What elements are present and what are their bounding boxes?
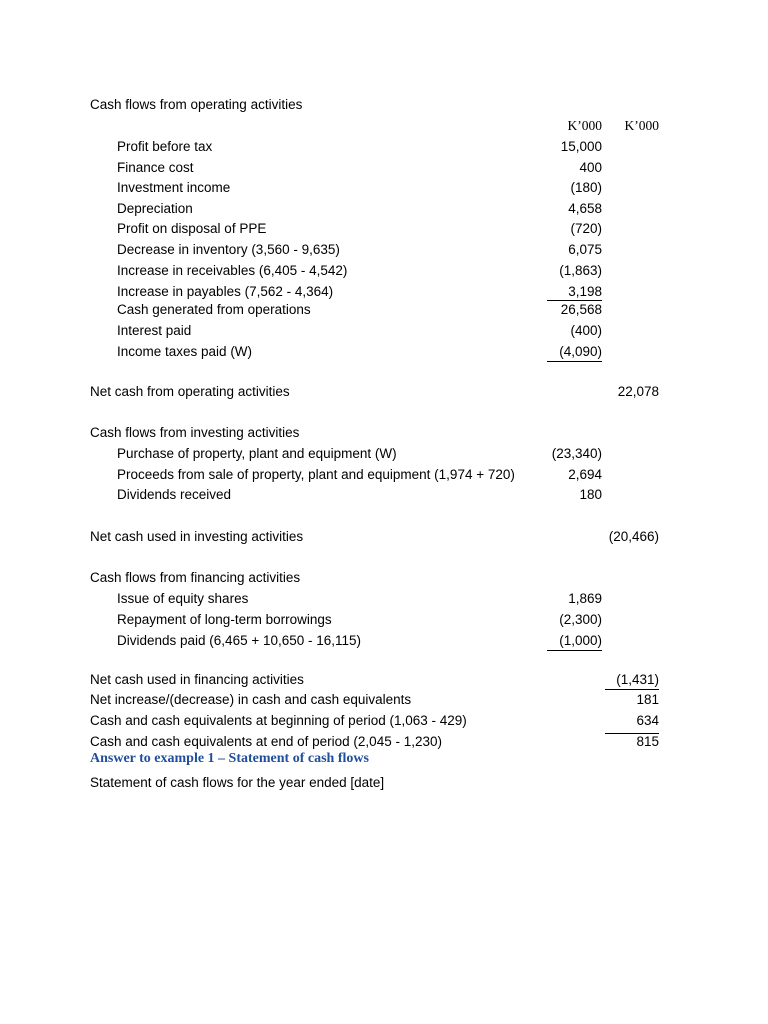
line-item [0, 444, 768, 464]
col2-header: K’000 [624, 118, 659, 133]
line-item [0, 300, 768, 320]
financing-heading-row [0, 568, 768, 588]
line-item-value: 400 [579, 160, 602, 175]
investing-heading: Cash flows from investing activities [90, 425, 300, 440]
net-financing-value: (1,431) [616, 672, 659, 687]
line-item [0, 199, 768, 219]
line-item-value: 2,694 [568, 467, 602, 482]
line-item [0, 589, 768, 609]
line-item-label: Interest paid [117, 323, 192, 338]
line-item-value: (720) [570, 221, 602, 236]
total-rule [547, 650, 602, 651]
col1-header: K’000 [567, 118, 602, 133]
line-item-label: Purchase of property, plant and equipment (W) [117, 446, 397, 461]
investing-heading-row [0, 423, 768, 443]
net-investing-value: (20,466) [608, 529, 659, 544]
line-item-value: 4,658 [568, 201, 602, 216]
summary-label: Cash and cash equivalents at end of period (2,045 - 1,230) [90, 734, 442, 749]
line-item [0, 240, 768, 260]
line-item-label: Cash generated from operations [117, 302, 311, 317]
line-item [0, 178, 768, 198]
net-operating-value: 22,078 [617, 384, 659, 399]
line-item-label: Income taxes paid (W) [117, 344, 253, 359]
operating-heading: Cash flows from operating activities [90, 97, 303, 112]
line-item-value: 6,075 [568, 242, 602, 257]
net-operating-row [0, 382, 768, 402]
line-item-value: (180) [570, 180, 602, 195]
line-item [0, 261, 768, 281]
net-financing-row [0, 670, 768, 690]
line-item-label: Dividends received [117, 487, 232, 502]
line-item [0, 465, 768, 485]
line-item-label: Profit before tax [117, 139, 213, 154]
line-item-value: 26,568 [560, 302, 602, 317]
summary-row [0, 690, 768, 710]
net-investing-label: Net cash used in investing activities [90, 529, 304, 544]
line-item-label: Increase in receivables (6,405 - 4,542) [117, 263, 348, 278]
summary-label: Cash and cash equivalents at beginning of period (1,063 - 429) [90, 713, 467, 728]
line-item-value: (23,340) [551, 446, 602, 461]
summary-value: 815 [636, 734, 659, 749]
line-item [0, 321, 768, 341]
line-item [0, 342, 768, 362]
line-item-label: Depreciation [117, 201, 193, 216]
line-item-value: 15,000 [560, 139, 602, 154]
line-item-label: Profit on disposal of PPE [117, 221, 267, 236]
line-item-label: Repayment of long-term borrowings [117, 612, 332, 627]
summary-row [0, 711, 768, 731]
line-item-value: (1,000) [559, 633, 602, 648]
line-item-value: (1,863) [559, 263, 602, 278]
total-rule [547, 361, 602, 362]
line-item [0, 610, 768, 630]
line-item [0, 219, 768, 239]
line-item [0, 282, 768, 302]
line-item-label: Investment income [117, 180, 231, 195]
line-item-label: Decrease in inventory (3,560 - 9,635) [117, 242, 340, 257]
line-item [0, 485, 768, 505]
line-item [0, 631, 768, 651]
answer-title: Answer to example 1 – Statement of cash flows [90, 751, 369, 766]
line-item-value: (4,090) [559, 344, 602, 359]
financing-heading: Cash flows from financing activities [90, 570, 301, 585]
line-item-label: Dividends paid (6,465 + 10,650 - 16,115) [117, 633, 362, 648]
summary-value: 634 [636, 713, 659, 728]
line-item-value: 180 [579, 487, 602, 502]
column-headers-row [0, 116, 768, 136]
summary-label: Net increase/(decrease) in cash and cash equivalents [90, 692, 412, 707]
line-item-label: Proceeds from sale of property, plant and equipment (1,974 + 720) [117, 467, 515, 482]
line-item-label: Finance cost [117, 160, 194, 175]
line-item-value: 1,869 [568, 591, 602, 606]
statement-subtitle: Statement of cash flows for the year ended [date] [90, 775, 385, 790]
net-financing-label: Net cash used in financing activities [90, 672, 304, 687]
line-item-value: (400) [570, 323, 602, 338]
line-item-value: 3,198 [568, 284, 602, 299]
line-item [0, 137, 768, 157]
net-operating-label: Net cash from operating activities [90, 384, 290, 399]
net-investing-row [0, 527, 768, 547]
line-item-label: Issue of equity shares [117, 591, 249, 606]
line-item-value: (2,300) [559, 612, 602, 627]
line-item [0, 158, 768, 178]
operating-heading-row [0, 95, 768, 115]
summary-value: 181 [636, 692, 659, 707]
line-item-label: Increase in payables (7,562 - 4,364) [117, 284, 334, 299]
